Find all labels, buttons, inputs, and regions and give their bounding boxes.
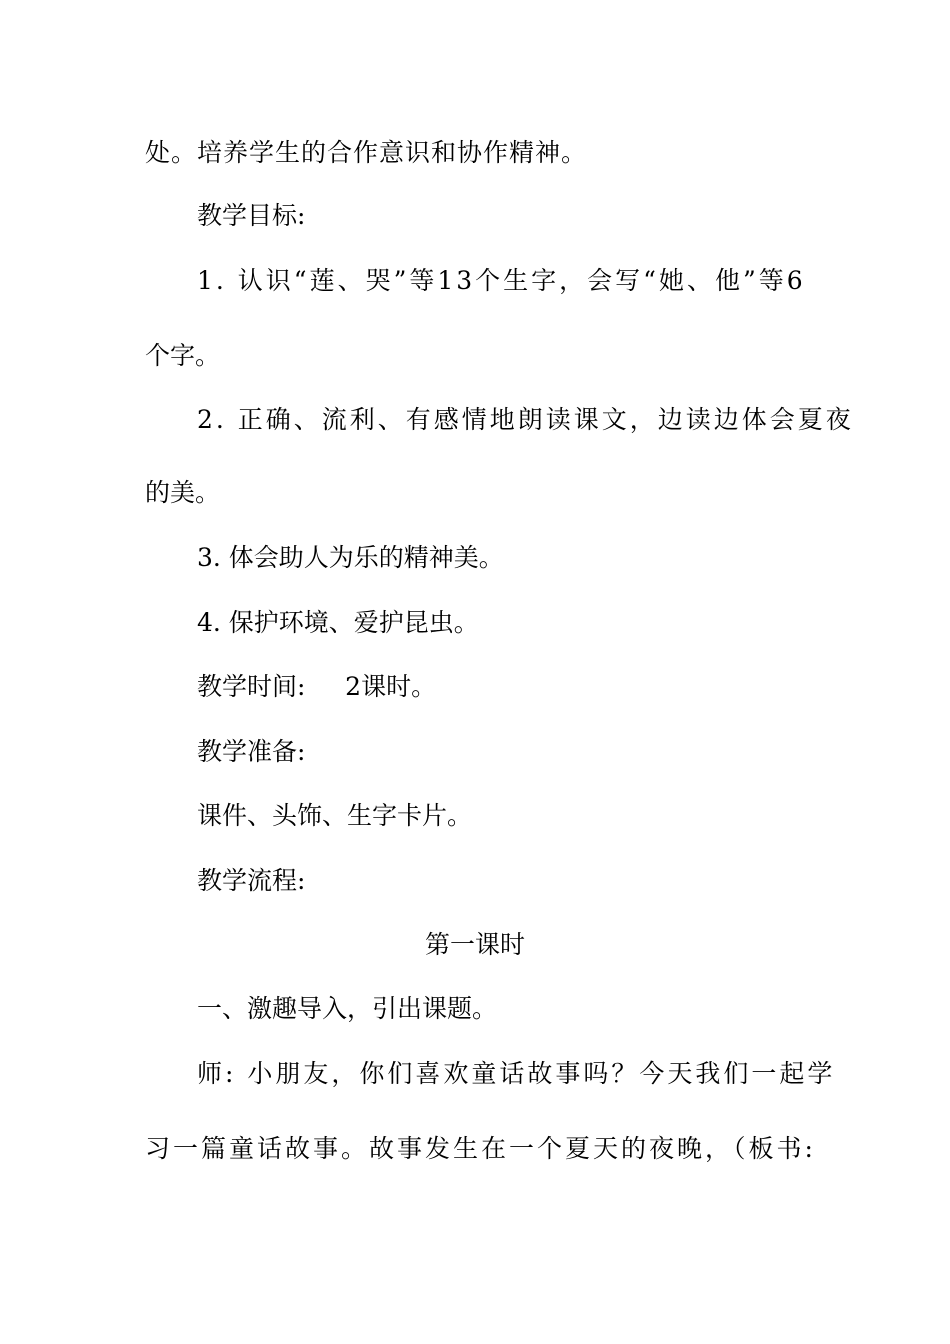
goal-item-1: 1. 认识“莲、哭”等13个生字，会写“她、他”等6 <box>197 266 806 295</box>
goal-item-4: 4. 保护环境、爱护昆虫。 <box>197 608 479 637</box>
teaching-time: 教学时间: 2课时。 <box>197 672 437 701</box>
teacher-speech-line: 师: 小朋友，你们喜欢童话故事吗？今天我们一起学 <box>197 1059 836 1088</box>
goal-item-1-continued: 个字。 <box>145 341 221 370</box>
goal-item-2-continued: 的美。 <box>145 478 221 507</box>
section-heading-preparation: 教学准备: <box>197 737 306 766</box>
step-heading-1: 一、激趣导入，引出课题。 <box>197 994 498 1023</box>
lesson-title: 第一课时 <box>424 930 525 959</box>
goal-item-2: 2. 正确、流利、有感情地朗读课文，边读边体会夏夜 <box>197 405 854 434</box>
section-heading-process: 教学流程: <box>197 866 306 895</box>
preparation-items: 课件、头饰、生字卡片。 <box>197 801 473 830</box>
goal-item-3: 3. 体会助人为乐的精神美。 <box>197 543 504 572</box>
section-heading-goals: 教学目标: <box>197 201 306 230</box>
paragraph-line: 处。培养学生的合作意识和协作精神。 <box>145 138 588 167</box>
teacher-speech-line-continued: 习一篇童话故事。故事发生在一个夏天的夜晚，（板书: <box>145 1134 816 1163</box>
